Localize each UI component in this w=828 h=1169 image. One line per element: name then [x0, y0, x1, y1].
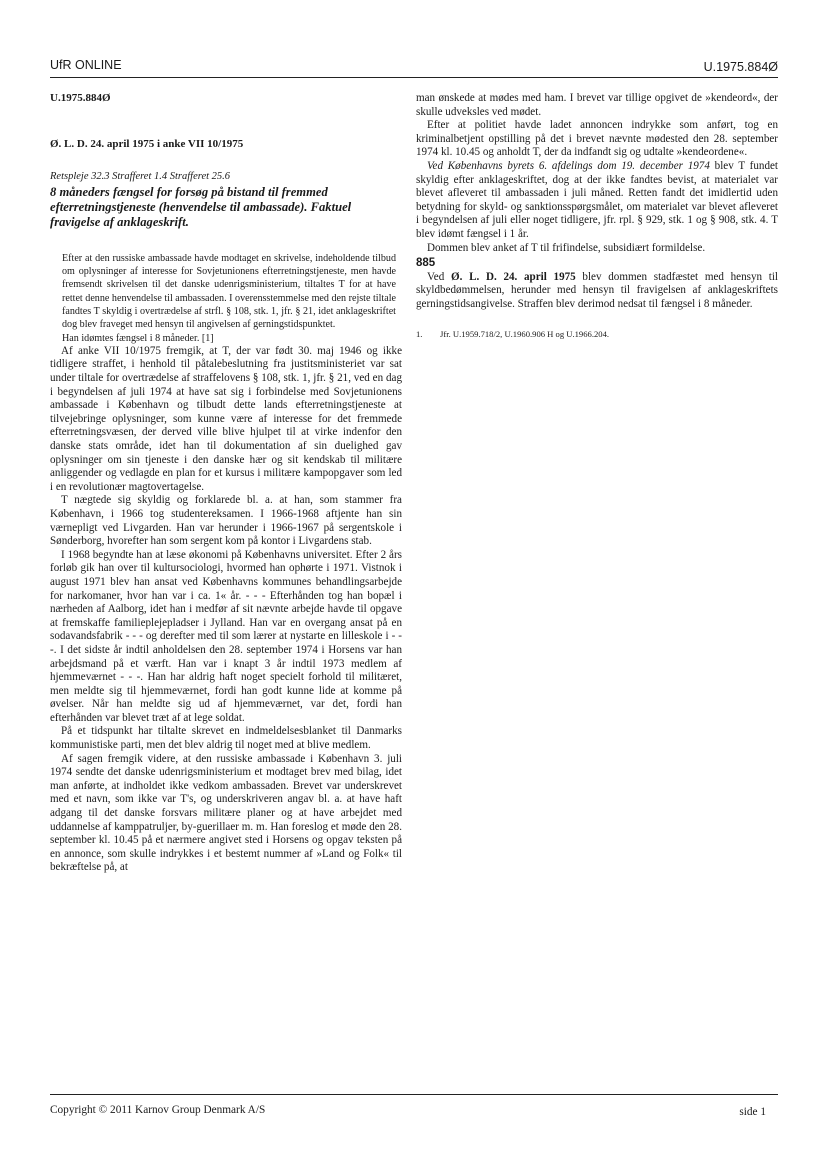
high-court-decision: Ø. L. D. 24. april 1975	[450, 270, 576, 283]
header-divider	[50, 77, 778, 78]
body-paragraph	[416, 160, 778, 242]
paragraph-text: blev dommen stadfæstet med hensyn til skyldbedømmelsen, herunder med hensyn til fravigelsen af anklageskriftets gerningstidsangivelse. Straffen blev derimod nedsat til fængsel i 8 måneder.	[416, 270, 779, 310]
body-paragraph: I 1968 begyndte han at læse økonomi på Københavns universitet. Efter 2 års forløb gik han over til kultursociologi, hvormed han ophørte i 1971. Vistnok i august 1971 blev han ansat ved Københavns kommunes behandlingsarbejde for narkomaner, hvor han var i ca. 1« år. - - - Efterhånden tog han bopæl i nærheden af Aalborg, idet han i medfør af sit nævnte arbejde havde til opgave at fremskaffe familieplejepladser i Jylland. Han var en overgang ansat på en sodavandsfabrik - - - og derefter med til som lærer at nystarte en lilleskole i - - -. I det sidste år indtil anholdelsen den 28. september 1974 i Horsens var han arbejdsmand på et værft. Han var i knapt 3 år indtil 1973 medlem af hjemmeværnet - - -. Han har aldrig haft noget specielt forhold til militæret, men meldte sig til hjemmeværnet, fordi han godt kunne lide at komme på øvelser. Når han meldte sig ud af hjemmeværnet, var det, fordi han efterhånden var blevet træt af at lege soldat.	[50, 548, 402, 724]
body-paragraph: Af sagen fremgik videre, at den russiske ambassade i København 3. juli 1974 sendte det danske udenrigsministerium et modtaget brev med bilag, idet man anførte, at indholdet ikke vedkom ambassaden. Brevet var underskrevet med et navn, som ikke var T's, og underskriveren angav bl. a. at have haft adgang til det danske forsvars militære planer og at have arbejdet med uddannelse af kamppatruljer, by-guerillaer m. m. Han foreslog et møde den 28. september kl. 10.45 på et nærmere angivet sted i Horsens og opgav teksten på en annonce, som skulle indrykkes i et bestemt nummer af »Land og Folk« til bekræftelse på, at	[50, 752, 402, 874]
city-court-judgment: Ved Københavns byrets 6. afdelings dom 19. december 1974	[427, 159, 710, 172]
body-paragraph: man ønskede at mødes med ham. I brevet var tillige opgivet de »kendeord«, der skulle udveksles ved mødet.	[416, 92, 778, 118]
header-source: UfR ONLINE	[50, 58, 122, 72]
subject-references: Retspleje 32.3 Strafferet 1.4 Strafferet 25.6	[50, 171, 231, 183]
footer-divider	[50, 1094, 778, 1095]
right-column	[416, 92, 778, 340]
paragraph-text: Ved	[427, 270, 451, 283]
footnote-number: 1.	[416, 328, 423, 339]
case-headline: 8 måneders fængsel for forsøg på bistand til fremmed efterretningstjeneste (henvendelse til ambassade). Faktuel fravigelse af anklageskrift.	[50, 184, 352, 229]
summary-paragraph: Han idømtes fængsel i 8 måneder. [1]	[62, 332, 214, 344]
court-decision: Ø. L. D. 24. april 1975 i anke VII 10/1975	[50, 137, 244, 150]
footnote-text: Jfr. U.1959.718/2, U.1960.906 H og U.1966.204.	[440, 328, 610, 339]
copyright: Copyright © 2011 Karnov Group Denmark A/S	[50, 1104, 266, 1116]
body-paragraph: På et tidspunkt har tiltalte skrevet en indmeldelsesblanket til Danmarks kommunistiske parti, men det blev aldrig til noget med at blive medlem.	[50, 725, 402, 752]
footnote	[416, 328, 778, 340]
case-summary	[50, 252, 402, 345]
document-id: U.1975.884Ø	[50, 92, 111, 104]
body-paragraph: T nægtede sig skyldig og forklarede bl. a. at han, som stammer fra København, i 1966 tog studentereksamen. I 1966-1968 aftjente han sin værnepligt ved Livgarden. Han var herunder i 1966-1967 på sergentskole i Sønderborg, hvorefter han som sergent kom på kontor i Livgardens stab.	[50, 494, 402, 548]
left-column	[50, 92, 402, 875]
header-doc-id: U.1975.884Ø	[703, 60, 778, 74]
page-label: side 1	[739, 1106, 766, 1118]
summary-paragraph: Efter at den russiske ambassade havde modtaget en skrivelse, indeholdende tilbud om oplysninger af interesse for Sovjetunionens efterretningstjeneste, men havde fremsendt skrivelsen til det danske udenrigsministerium, tiltaltes T for at have rettet denne henvendelse til ambassaden. I overensstemmelse med den rejste tiltale fandtes T skyldig i overtrædelse af strfl. § 108, stk. 1, jfr. § 21, idet anklageskriftet dog blev fraveget med hensyn til angivelsen af gerningstidspunktet.	[62, 252, 396, 331]
paragraph-text: blev T fundet skyldig efter anklageskriftet, dog at der ikke fandtes bevist, at materialet var blevet afleveret til ambassaden i juli måned. Retten fandt det imidlertid uden betydning for skyld- og sanktionsspørgsmålet, om materialet var blevet afleveret i begyndelsen af juli eller noget tidligere, jfr. rpl. § 929, stk. 1 og § 908, stk. 4. T blev idømt fængsel i 1 år.	[416, 159, 778, 240]
page-number: 885	[416, 257, 436, 270]
body-paragraph: Af anke VII 10/1975 fremgik, at T, der var født 30. maj 1946 og ikke tidligere straffet, i henhold til påtalebeslutning fra justitsministeriet var sat under tiltale for overtrædelse af straffelovens § 108, stk. 1, jfr. § 21, ved en dag i begyndelsen af juli 1974 at have sat sig i forbindelse med Sovjetunionens ambassade i København og tilbudt dette lands efterretningstjeneste at tilvejebringe oplysninger, som kunne være af interesse for det fremmede efterretningsvæsen, der derved ville blive hjulpet til at virke indenfor den danske stats område, idet han til dokumentation af sin duelighed gav oplysninger om sin tjeneste i den danske hær og sit kendskab til militære anliggender og vedlagde en plan for et kursus i militære kampopgaver som led i en revolutionær magtovertagelse.	[50, 344, 402, 493]
body-paragraph: Dommen blev anket af T til frifindelse, subsidiært formildelse.	[427, 241, 706, 254]
body-paragraph: Efter at politiet havde ladet annoncen indrykke som anført, tog en kriminalbetjent opstilling på det i brevet nævnte mødested den 28. september 1974 kl. 10.45 og anholdt T, der da indfandt sig og udtalte »kendeordene«.	[416, 119, 778, 159]
body-paragraph	[416, 271, 778, 312]
